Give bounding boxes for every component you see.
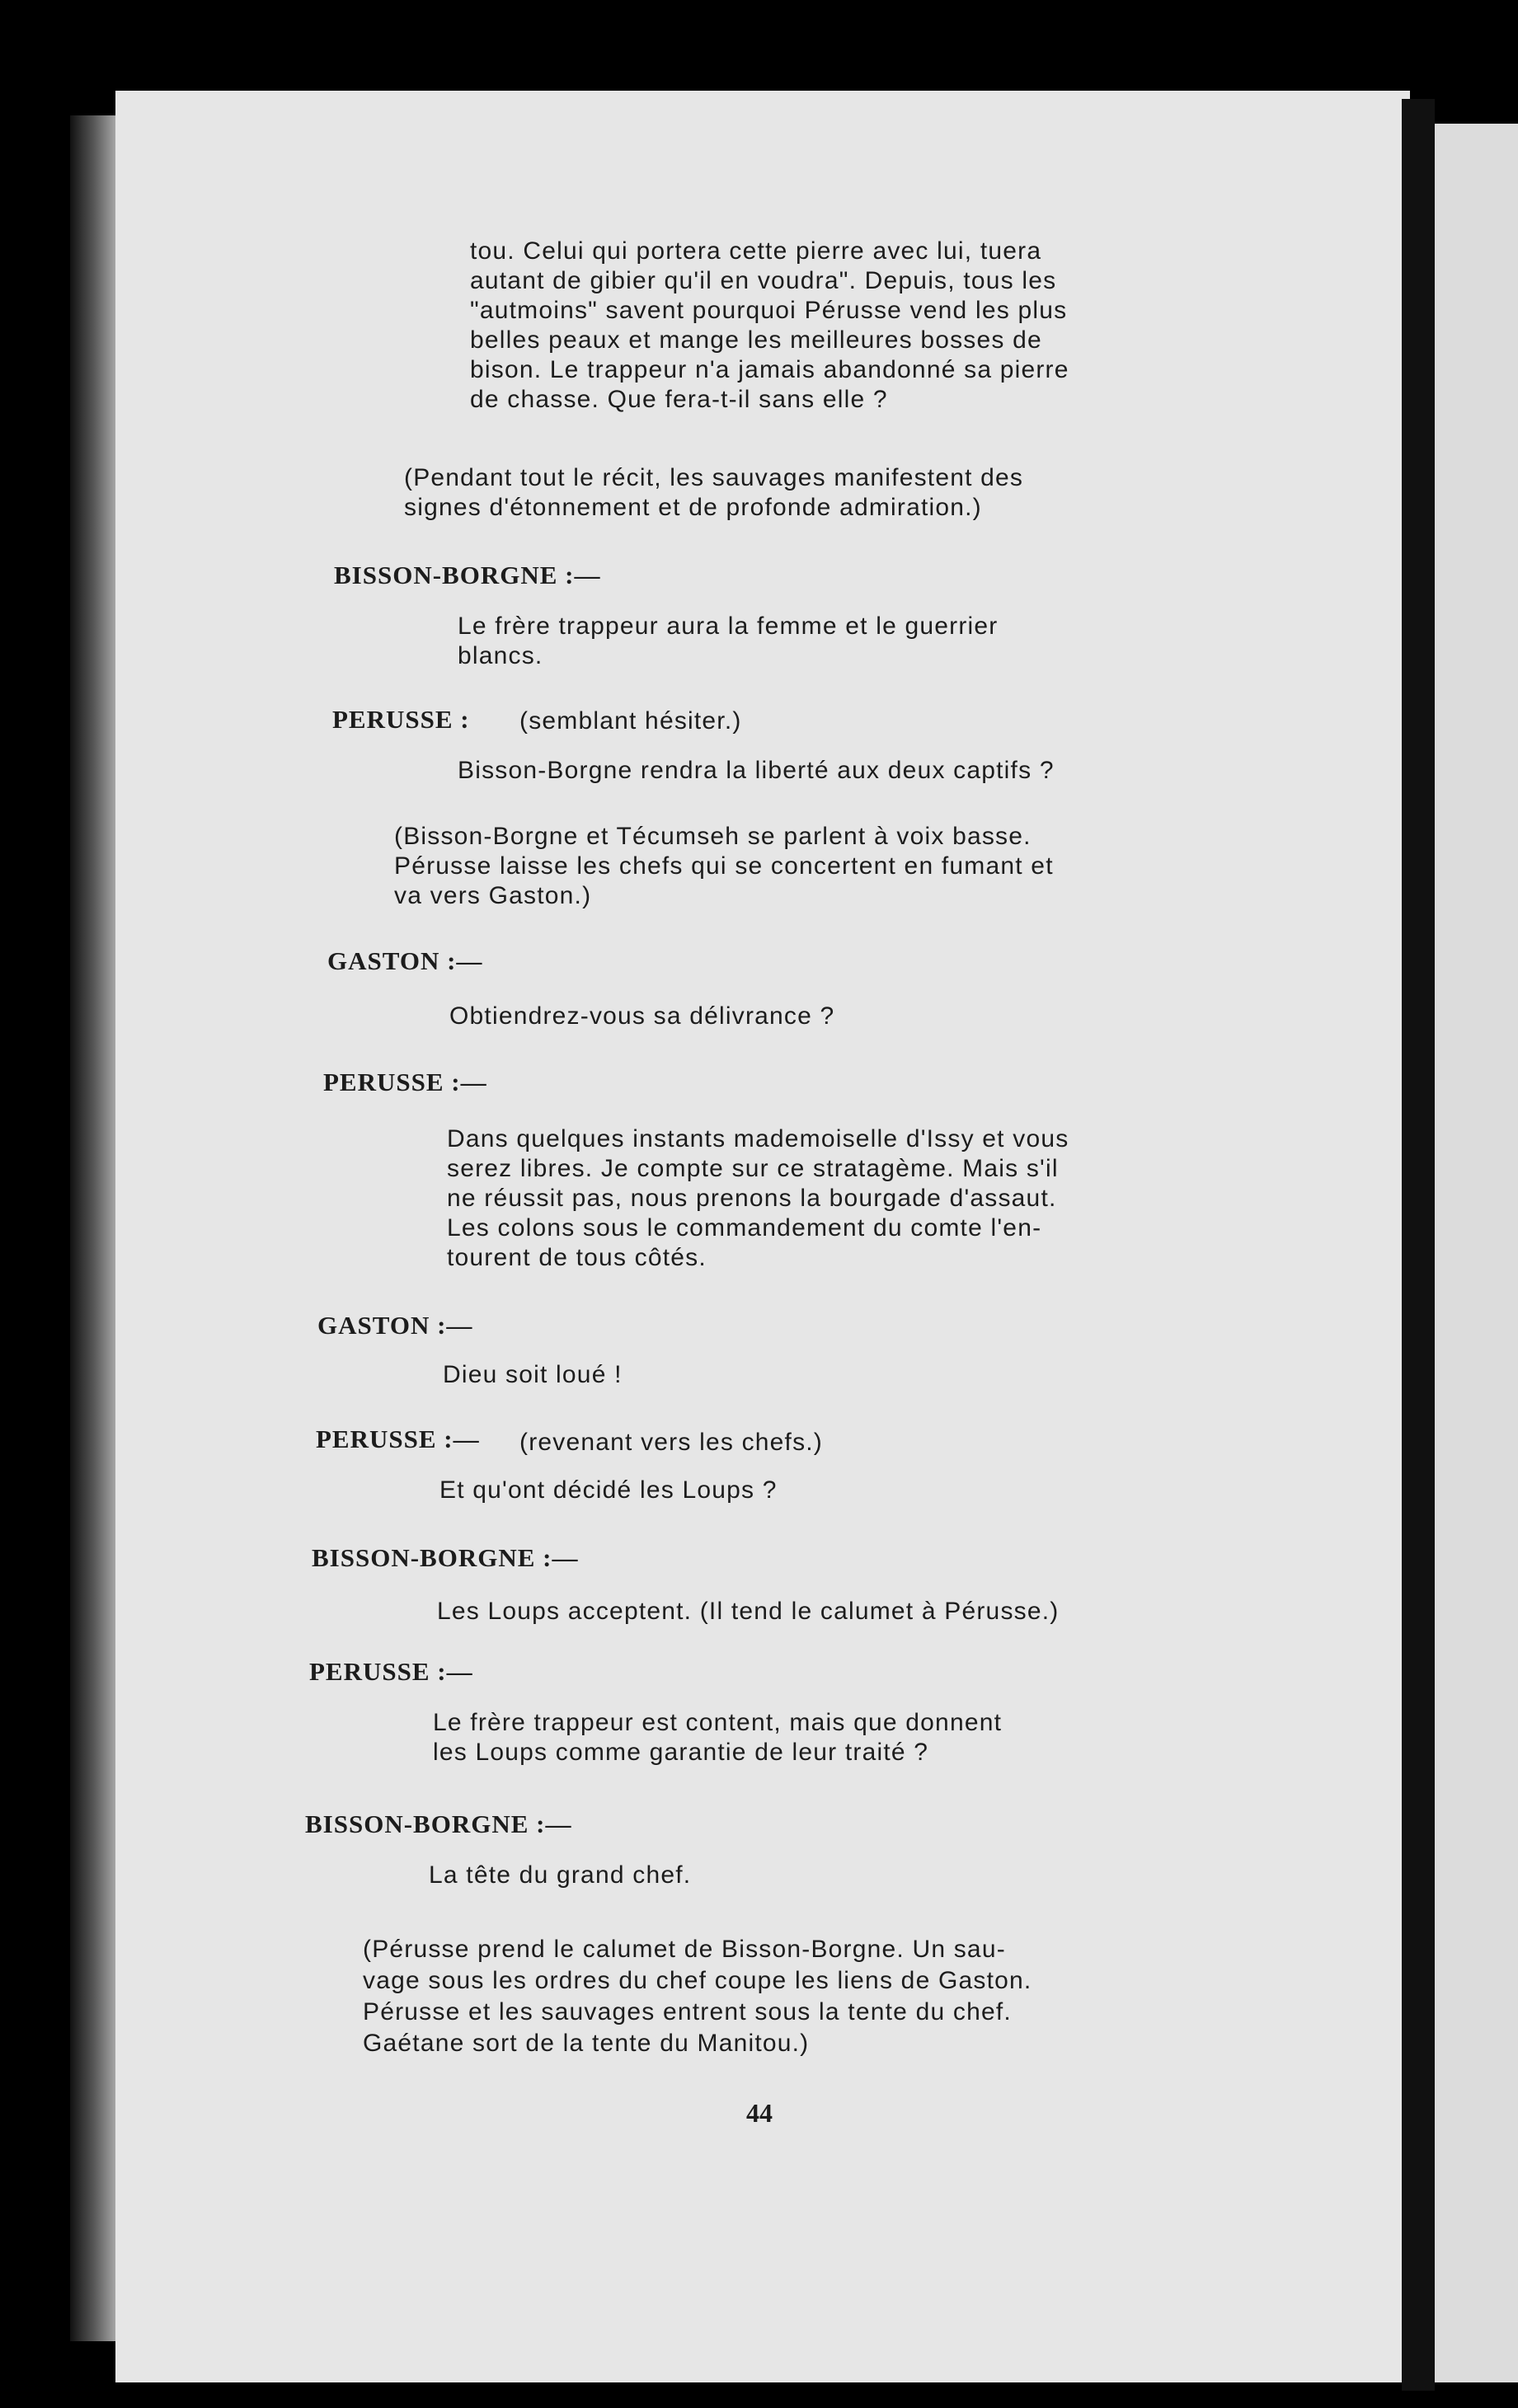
speaker-name: BISSON-BORGNE :— [334, 561, 601, 589]
stage-direction-line: Pérusse laisse les chefs qui se concertent en fumant et [394, 852, 1054, 880]
speaker-name: BISSON-BORGNE :— [312, 1543, 579, 1572]
stage-direction-inline: (semblant hésiter.) [519, 707, 742, 735]
speaker-name: PERUSSE :— [323, 1068, 487, 1096]
narrative-line: "autmoins" savent pourquoi Pérusse vend les plus [470, 297, 1068, 324]
dialogue-line: Bisson-Borgne rendra la liberté aux deux captifs ? [458, 757, 1055, 784]
stage-direction-line: Gaétane sort de la tente du Manitou.) [363, 2030, 810, 2057]
narrative-line: de chasse. Que fera-t-il sans elle ? [470, 386, 888, 413]
dialogue-line: Le frère trappeur est content, mais que donnent [433, 1709, 1003, 1736]
stage-direction-line: (Pérusse prend le calumet de Bisson-Borgne. Un sau- [363, 1936, 1006, 1963]
narrative-line: belles peaux et mange les meilleures bosses de [470, 326, 1042, 354]
speaker-name: PERUSSE : [332, 705, 470, 734]
dialogue-line: Dieu soit loué ! [443, 1361, 623, 1388]
speaker-name: PERUSSE :— [309, 1657, 473, 1686]
speaker-name: PERUSSE :— [316, 1425, 480, 1453]
narrative-line: autant de gibier qu'il en voudra". Depuis, tous les [470, 267, 1057, 294]
dialogue-line: Obtiendrez-vous sa délivrance ? [449, 1002, 835, 1030]
dialogue-line: blancs. [458, 642, 543, 669]
dialogue-line: Les colons sous le commandement du comte l'en- [447, 1214, 1042, 1242]
stage-direction-line: Pérusse et les sauvages entrent sous la tente du chef. [363, 1998, 1012, 2025]
dialogue-line: serez libres. Je compte sur ce stratagème. Mais s'il [447, 1155, 1059, 1182]
speaker-name: GASTON :— [317, 1311, 473, 1340]
stage-direction-inline: (revenant vers les chefs.) [519, 1429, 823, 1456]
page-number: 44 [746, 2098, 773, 2128]
narrative-line: bison. Le trappeur n'a jamais abandonné sa pierre [470, 356, 1069, 383]
dialogue-line: La tête du grand chef. [429, 1861, 692, 1889]
speaker-name: BISSON-BORGNE :— [305, 1810, 572, 1838]
speaker-name: GASTON :— [327, 946, 483, 975]
stage-direction-line: vage sous les ordres du chef coupe les liens de Gaston. [363, 1967, 1032, 1994]
stage-direction-line: (Pendant tout le récit, les sauvages manifestent des [404, 464, 1024, 491]
narrative-line: tou. Celui qui portera cette pierre avec lui, tuera [470, 237, 1042, 265]
dialogue-line: Et qu'ont décidé les Loups ? [439, 1476, 778, 1504]
dialogue-line: ne réussit pas, nous prenons la bourgade d'assaut. [447, 1185, 1057, 1212]
dialogue-line: les Loups comme garantie de leur traité ? [433, 1739, 929, 1766]
stage-direction-line: va vers Gaston.) [394, 882, 592, 909]
stage-direction-line: (Bisson-Borgne et Técumseh se parlent à voix basse. [394, 823, 1032, 850]
dialogue-line: tourent de tous côtés. [447, 1244, 707, 1271]
dialogue-line: Le frère trappeur aura la femme et le guerrier [458, 613, 999, 640]
stage-direction-line: signes d'étonnement et de profonde admiration.) [404, 494, 982, 521]
dialogue-line: Dans quelques instants mademoiselle d'Issy et vous [447, 1125, 1069, 1152]
dialogue-line: Les Loups acceptent. (Il tend le calumet à Pérusse.) [437, 1598, 1060, 1625]
